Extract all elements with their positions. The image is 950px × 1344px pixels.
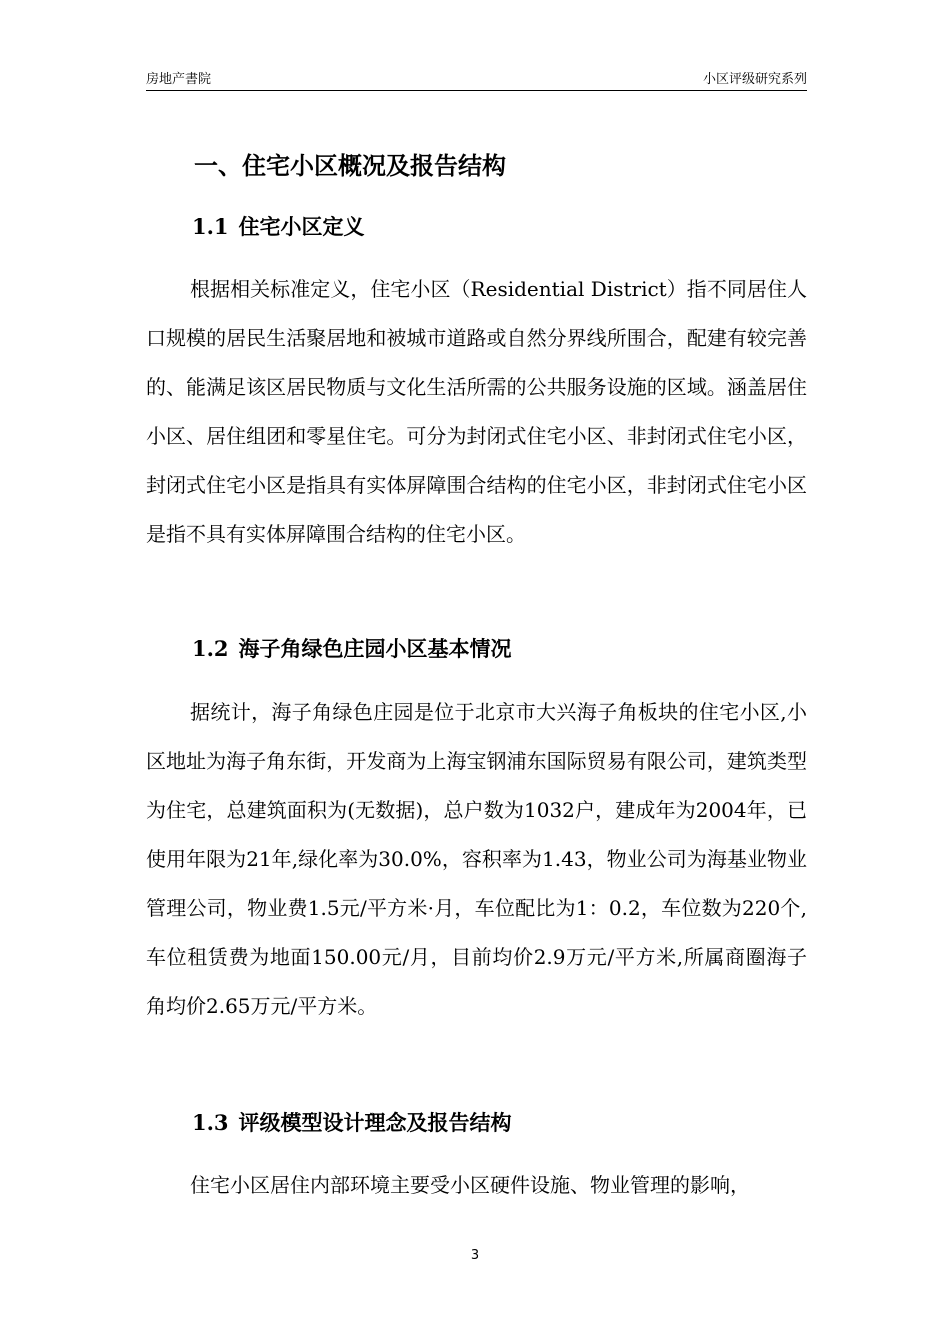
section-number: 1.1 — [192, 214, 229, 239]
header-series: 小区评级研究系列 — [702, 72, 807, 87]
section-title: 海子角绿色庄园小区基本情况 — [238, 636, 512, 661]
header-publisher: 房地产書院 — [146, 72, 212, 87]
section-number: 1.2 — [192, 636, 229, 661]
section-paragraph-1-3: 住宅小区居住内部环境主要受小区硬件设施、物业管理的影响， — [190, 1173, 750, 1197]
section-paragraph-1-2: 据统计，海子角绿色庄园是位于北京市大兴海子角板块的住宅小区,小区地址为海子角东街，开发商为上海宝钢浦东国际贸易有限公司，建筑类型为住宅，总建筑面积为(无数据)，总户数为1032户，建成年为2004年，已使用年限为21年,绿化率为30.0%，容积率为1.43，物业公司为海基业物业管理公司，物业费1.5元/平方米·月，车位配比为1：0.2，车位数为220个,车位租赁费为地面150.00元/月，目前均价2.9万元/平方米,所属商圈海子角均价2.65万元/平方米。 — [146, 700, 807, 1018]
section-heading-1-3 — [192, 1107, 512, 1137]
section-title: 评级模型设计理念及报告结构 — [238, 1110, 512, 1135]
section-paragraph-1-1: 根据相关标准定义，住宅小区（Residential District）指不同居住人口规模的居民生活聚居地和被城市道路或自然分界线所围合，配建有较完善的、能满足该区居民物质与文化生活所需的公共服务设施的区域。涵盖居住小区、居住组团和零星住宅。可分为封闭式住宅小区、非封闭式住宅小区，封闭式住宅小区是指具有实体屏障围合结构的住宅小区，非封闭式住宅小区是指不具有实体屏障围合结构的住宅小区。 — [146, 277, 807, 546]
page-number: 3 — [470, 1248, 480, 1263]
section-heading-1-2 — [192, 633, 512, 663]
section-heading-1-1 — [192, 211, 365, 241]
chapter-title: 一、住宅小区概况及报告结构 — [194, 151, 506, 180]
page-header — [146, 66, 807, 91]
section-number: 1.3 — [192, 1110, 229, 1135]
section-title: 住宅小区定义 — [238, 214, 365, 239]
